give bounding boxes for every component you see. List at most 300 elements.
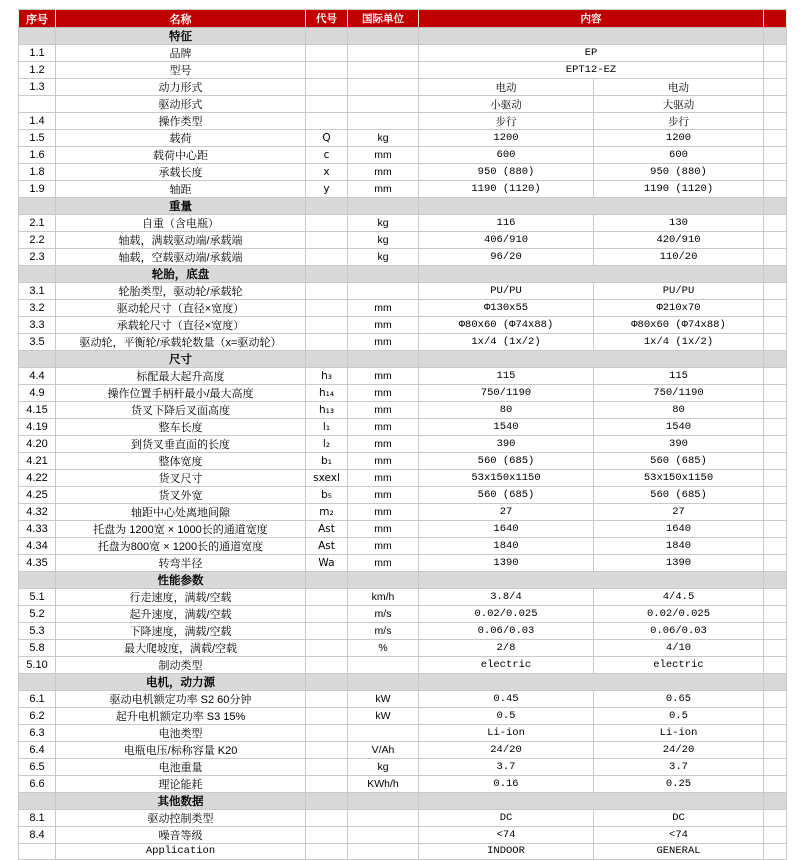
- spec-name-cell: 自重（含电瓶）: [56, 215, 306, 232]
- section-title: 性能参数: [56, 572, 306, 589]
- spec-code-cell: [306, 708, 348, 725]
- section-empty-cell: [764, 674, 787, 691]
- spec-unit-cell: mm: [348, 436, 419, 453]
- spec-unit-cell: kg: [348, 759, 419, 776]
- spec-row: [19, 453, 787, 470]
- spec-value-cell-1: 24/20: [419, 742, 594, 759]
- filler-cell: [764, 215, 787, 232]
- row-no-cell: 4.9: [19, 385, 56, 402]
- filler-cell: [764, 62, 787, 79]
- spec-value-cell-2: 0.02/0.025: [594, 606, 764, 623]
- spec-code-cell: m₂: [306, 504, 348, 521]
- spec-value-merged-cell: EPT12-EZ: [419, 62, 764, 79]
- spec-unit-cell: kg: [348, 130, 419, 147]
- section-empty-cell: [306, 266, 348, 283]
- section-title: 其他数据: [56, 793, 306, 810]
- section-empty-cell: [419, 351, 764, 368]
- spec-value-cell-1: 750/1190: [419, 385, 594, 402]
- spec-value-merged-cell: EP: [419, 45, 764, 62]
- spec-value-cell-1: 1540: [419, 419, 594, 436]
- section-empty-cell: [306, 674, 348, 691]
- spec-unit-cell: [348, 844, 419, 860]
- spec-code-cell: [306, 334, 348, 351]
- spec-name-cell: 转弯半径: [56, 555, 306, 572]
- filler-cell: [764, 810, 787, 827]
- filler-cell: [764, 487, 787, 504]
- spec-unit-cell: [348, 725, 419, 742]
- section-empty-cell: [764, 572, 787, 589]
- spec-row: [19, 317, 787, 334]
- section-empty-cell: [419, 198, 764, 215]
- filler-cell: [764, 521, 787, 538]
- spec-code-cell: [306, 232, 348, 249]
- spec-value-cell-1: 27: [419, 504, 594, 521]
- spec-row: [19, 300, 787, 317]
- section-empty-cell: [348, 198, 419, 215]
- spec-name-cell: 轴载，空载驱动端/承载端: [56, 249, 306, 266]
- spec-code-cell: b₁: [306, 453, 348, 470]
- section-row: [19, 674, 787, 691]
- spec-value-cell-1: 560 (685): [419, 487, 594, 504]
- row-no-cell: 4.20: [19, 436, 56, 453]
- spec-unit-cell: kg: [348, 249, 419, 266]
- filler-cell: [764, 130, 787, 147]
- spec-code-cell: Q: [306, 130, 348, 147]
- spec-unit-cell: mm: [348, 300, 419, 317]
- spec-name-cell: 整车长度: [56, 419, 306, 436]
- spec-name-cell: 驱动控制类型: [56, 810, 306, 827]
- spec-table-body: [19, 28, 787, 860]
- spec-value-cell-1: Φ80x60 (Φ74x88): [419, 317, 594, 334]
- spec-value-cell-2: 大驱动: [594, 96, 764, 113]
- spec-row: [19, 368, 787, 385]
- spec-code-cell: [306, 317, 348, 334]
- section-row: [19, 793, 787, 810]
- row-no-cell: 4.32: [19, 504, 56, 521]
- spec-code-cell: x: [306, 164, 348, 181]
- spec-row: [19, 385, 787, 402]
- header-col-extra: [764, 10, 787, 28]
- filler-cell: [764, 606, 787, 623]
- section-empty-cell: [764, 351, 787, 368]
- filler-cell: [764, 79, 787, 96]
- spec-unit-cell: %: [348, 640, 419, 657]
- row-no-cell: 4.4: [19, 368, 56, 385]
- spec-row: [19, 555, 787, 572]
- spec-value-cell-2: 950 (880): [594, 164, 764, 181]
- spec-name-cell: 轮胎类型，驱动轮/承载轮: [56, 283, 306, 300]
- section-row: [19, 351, 787, 368]
- spec-name-cell: 驱动轮，平衡轮/承载轮数量（x=驱动轮）: [56, 334, 306, 351]
- spec-unit-cell: [348, 810, 419, 827]
- filler-cell: [764, 96, 787, 113]
- spec-name-cell: 载荷中心距: [56, 147, 306, 164]
- spec-name-cell: 操作位置手柄杆最小/最大高度: [56, 385, 306, 402]
- spec-row: [19, 470, 787, 487]
- spec-code-cell: [306, 742, 348, 759]
- spec-value-cell-1: 3.8/4: [419, 589, 594, 606]
- spec-value-cell-1: 步行: [419, 113, 594, 130]
- section-empty-cell: [764, 198, 787, 215]
- spec-value-cell-2: 390: [594, 436, 764, 453]
- spec-value-cell-2: 600: [594, 147, 764, 164]
- spec-unit-cell: mm: [348, 402, 419, 419]
- row-no-cell: 1.5: [19, 130, 56, 147]
- spec-row: [19, 232, 787, 249]
- spec-code-cell: [306, 79, 348, 96]
- section-title: 尺寸: [56, 351, 306, 368]
- filler-cell: [764, 368, 787, 385]
- spec-unit-cell: [348, 827, 419, 844]
- section-title: 重量: [56, 198, 306, 215]
- spec-value-cell-2: 53x150x1150: [594, 470, 764, 487]
- filler-cell: [764, 623, 787, 640]
- spec-name-cell: 货叉尺寸: [56, 470, 306, 487]
- spec-code-cell: [306, 249, 348, 266]
- section-empty-cell: [419, 266, 764, 283]
- spec-name-cell: 起升速度，满载/空载: [56, 606, 306, 623]
- spec-name-cell: 轴载，满载驱动端/承载端: [56, 232, 306, 249]
- filler-cell: [764, 164, 787, 181]
- spec-value-cell-2: 0.25: [594, 776, 764, 793]
- spec-row: [19, 589, 787, 606]
- spec-value-cell-1: 0.16: [419, 776, 594, 793]
- spec-row: [19, 810, 787, 827]
- spec-name-cell: 驱动形式: [56, 96, 306, 113]
- spec-unit-cell: mm: [348, 164, 419, 181]
- row-no-cell: 8.1: [19, 810, 56, 827]
- row-no-cell: 3.3: [19, 317, 56, 334]
- section-empty-cell: [306, 793, 348, 810]
- spec-name-cell: 操作类型: [56, 113, 306, 130]
- filler-cell: [764, 640, 787, 657]
- spec-name-cell: 到货叉垂直面的长度: [56, 436, 306, 453]
- spec-unit-cell: mm: [348, 385, 419, 402]
- spec-value-cell-2: 1390: [594, 555, 764, 572]
- spec-value-cell-1: 1640: [419, 521, 594, 538]
- header-col-content: 内容: [419, 10, 764, 28]
- row-no-cell: [19, 96, 56, 113]
- spec-value-cell-1: 1390: [419, 555, 594, 572]
- spec-value-cell-1: 1200: [419, 130, 594, 147]
- spec-row: [19, 164, 787, 181]
- spec-value-cell-1: 600: [419, 147, 594, 164]
- spec-code-cell: y: [306, 181, 348, 198]
- section-empty-cell: [348, 674, 419, 691]
- spec-value-cell-2: 560 (685): [594, 453, 764, 470]
- spec-name-cell: 承载轮尺寸（直径×宽度）: [56, 317, 306, 334]
- spec-value-cell-1: 3.7: [419, 759, 594, 776]
- spec-value-cell-1: 0.45: [419, 691, 594, 708]
- spec-row: [19, 844, 787, 860]
- section-no-cell: [19, 28, 56, 45]
- spec-name-cell: Application: [56, 844, 306, 860]
- filler-cell: [764, 742, 787, 759]
- spec-name-cell: 驱动电机额定功率 S2 60分钟: [56, 691, 306, 708]
- spec-code-cell: Wa: [306, 555, 348, 572]
- spec-code-cell: [306, 691, 348, 708]
- row-no-cell: 3.1: [19, 283, 56, 300]
- spec-row: [19, 640, 787, 657]
- spec-name-cell: 噪音等级: [56, 827, 306, 844]
- spec-unit-cell: KWh/h: [348, 776, 419, 793]
- table-header-row: [19, 10, 787, 28]
- section-no-cell: [19, 572, 56, 589]
- filler-cell: [764, 147, 787, 164]
- spec-value-cell-2: 110/20: [594, 249, 764, 266]
- row-no-cell: 6.6: [19, 776, 56, 793]
- spec-row: [19, 487, 787, 504]
- spec-name-cell: 电池类型: [56, 725, 306, 742]
- spec-code-cell: [306, 810, 348, 827]
- spec-code-cell: Ast: [306, 521, 348, 538]
- spec-unit-cell: [348, 62, 419, 79]
- spec-value-cell-2: <74: [594, 827, 764, 844]
- spec-row: [19, 419, 787, 436]
- row-no-cell: 6.1: [19, 691, 56, 708]
- spec-row: [19, 249, 787, 266]
- filler-cell: [764, 453, 787, 470]
- spec-row: [19, 436, 787, 453]
- section-empty-cell: [306, 351, 348, 368]
- spec-value-cell-2: 0.06/0.03: [594, 623, 764, 640]
- spec-row: [19, 708, 787, 725]
- spec-unit-cell: m/s: [348, 606, 419, 623]
- spec-unit-cell: V/Ah: [348, 742, 419, 759]
- spec-value-cell-1: 2/8: [419, 640, 594, 657]
- spec-unit-cell: mm: [348, 317, 419, 334]
- row-no-cell: 3.5: [19, 334, 56, 351]
- spec-name-cell: 电池重量: [56, 759, 306, 776]
- spec-value-cell-2: 0.65: [594, 691, 764, 708]
- filler-cell: [764, 436, 787, 453]
- spec-value-cell-2: 1640: [594, 521, 764, 538]
- spec-code-cell: sxexl: [306, 470, 348, 487]
- section-empty-cell: [348, 266, 419, 283]
- spec-row: [19, 334, 787, 351]
- row-no-cell: [19, 844, 56, 860]
- section-row: [19, 28, 787, 45]
- row-no-cell: 4.21: [19, 453, 56, 470]
- spec-code-cell: [306, 759, 348, 776]
- spec-value-cell-1: 电动: [419, 79, 594, 96]
- section-empty-cell: [419, 793, 764, 810]
- row-no-cell: 4.35: [19, 555, 56, 572]
- spec-value-cell-2: electric: [594, 657, 764, 674]
- section-row: [19, 572, 787, 589]
- row-no-cell: 1.2: [19, 62, 56, 79]
- spec-value-cell-1: PU/PU: [419, 283, 594, 300]
- spec-code-cell: [306, 827, 348, 844]
- spec-unit-cell: [348, 79, 419, 96]
- spec-code-cell: b₅: [306, 487, 348, 504]
- section-empty-cell: [306, 572, 348, 589]
- section-title: 特征: [56, 28, 306, 45]
- filler-cell: [764, 725, 787, 742]
- spec-code-cell: [306, 283, 348, 300]
- spec-row: [19, 130, 787, 147]
- spec-code-cell: Ast: [306, 538, 348, 555]
- spec-name-cell: 行走速度，满载/空载: [56, 589, 306, 606]
- spec-value-cell-1: 1x/4 (1x/2): [419, 334, 594, 351]
- filler-cell: [764, 827, 787, 844]
- filler-cell: [764, 538, 787, 555]
- spec-name-cell: 理论能耗: [56, 776, 306, 793]
- spec-value-cell-1: <74: [419, 827, 594, 844]
- section-empty-cell: [764, 793, 787, 810]
- spec-value-cell-2: DC: [594, 810, 764, 827]
- row-no-cell: 8.4: [19, 827, 56, 844]
- row-no-cell: 1.3: [19, 79, 56, 96]
- spec-row: [19, 147, 787, 164]
- section-empty-cell: [764, 28, 787, 45]
- spec-value-cell-2: 115: [594, 368, 764, 385]
- filler-cell: [764, 249, 787, 266]
- spec-unit-cell: mm: [348, 147, 419, 164]
- filler-cell: [764, 504, 787, 521]
- section-empty-cell: [306, 28, 348, 45]
- spec-value-cell-2: 1540: [594, 419, 764, 436]
- row-no-cell: 5.1: [19, 589, 56, 606]
- spec-value-cell-2: 1840: [594, 538, 764, 555]
- header-col-unit: 国际单位: [348, 10, 419, 28]
- spec-name-cell: 整体宽度: [56, 453, 306, 470]
- header-col-code: 代号: [306, 10, 348, 28]
- filler-cell: [764, 300, 787, 317]
- row-no-cell: 5.8: [19, 640, 56, 657]
- row-no-cell: 4.33: [19, 521, 56, 538]
- section-empty-cell: [306, 198, 348, 215]
- filler-cell: [764, 555, 787, 572]
- filler-cell: [764, 759, 787, 776]
- spec-code-cell: [306, 45, 348, 62]
- spec-table: [18, 9, 787, 860]
- spec-value-cell-1: 96/20: [419, 249, 594, 266]
- filler-cell: [764, 402, 787, 419]
- spec-row: [19, 181, 787, 198]
- row-no-cell: 5.10: [19, 657, 56, 674]
- spec-unit-cell: mm: [348, 419, 419, 436]
- filler-cell: [764, 113, 787, 130]
- spec-value-cell-2: 560 (685): [594, 487, 764, 504]
- spec-row: [19, 402, 787, 419]
- spec-code-cell: h₁₄: [306, 385, 348, 402]
- spec-row: [19, 827, 787, 844]
- filler-cell: [764, 589, 787, 606]
- spec-value-cell-1: 0.02/0.025: [419, 606, 594, 623]
- spec-code-cell: [306, 113, 348, 130]
- spec-unit-cell: mm: [348, 538, 419, 555]
- row-no-cell: 4.25: [19, 487, 56, 504]
- filler-cell: [764, 385, 787, 402]
- spec-value-cell-2: 步行: [594, 113, 764, 130]
- spec-value-cell-2: 420/910: [594, 232, 764, 249]
- spec-unit-cell: [348, 96, 419, 113]
- spec-row: [19, 113, 787, 130]
- row-no-cell: 2.2: [19, 232, 56, 249]
- spec-value-cell-2: 130: [594, 215, 764, 232]
- filler-cell: [764, 776, 787, 793]
- header-col-name: 名称: [56, 10, 306, 28]
- spec-unit-cell: mm: [348, 453, 419, 470]
- spec-code-cell: [306, 96, 348, 113]
- spec-value-cell-1: 53x150x1150: [419, 470, 594, 487]
- header-col-no: 序号: [19, 10, 56, 28]
- spec-code-cell: [306, 623, 348, 640]
- spec-code-cell: [306, 606, 348, 623]
- spec-value-cell-1: 950 (880): [419, 164, 594, 181]
- spec-name-cell: 品牌: [56, 45, 306, 62]
- spec-name-cell: 轴距: [56, 181, 306, 198]
- row-no-cell: 1.6: [19, 147, 56, 164]
- spec-value-cell-1: 1840: [419, 538, 594, 555]
- section-empty-cell: [348, 28, 419, 45]
- spec-unit-cell: mm: [348, 521, 419, 538]
- spec-value-cell-1: DC: [419, 810, 594, 827]
- spec-value-cell-1: Li-ion: [419, 725, 594, 742]
- filler-cell: [764, 334, 787, 351]
- row-no-cell: 2.1: [19, 215, 56, 232]
- spec-name-cell: 托盘为 1200宽 × 1000长的通道宽度: [56, 521, 306, 538]
- spec-name-cell: 最大爬坡度，满载/空载: [56, 640, 306, 657]
- spec-unit-cell: m/s: [348, 623, 419, 640]
- spec-unit-cell: mm: [348, 368, 419, 385]
- spec-unit-cell: [348, 657, 419, 674]
- spec-value-cell-2: 27: [594, 504, 764, 521]
- spec-row: [19, 62, 787, 79]
- spec-code-cell: [306, 844, 348, 860]
- spec-unit-cell: mm: [348, 504, 419, 521]
- section-empty-cell: [419, 572, 764, 589]
- spec-value-cell-2: 0.5: [594, 708, 764, 725]
- spec-value-cell-1: 115: [419, 368, 594, 385]
- spec-row: [19, 79, 787, 96]
- spec-name-cell: 制动类型: [56, 657, 306, 674]
- spec-row: [19, 215, 787, 232]
- spec-unit-cell: [348, 45, 419, 62]
- spec-unit-cell: kg: [348, 215, 419, 232]
- row-no-cell: 1.1: [19, 45, 56, 62]
- spec-row: [19, 623, 787, 640]
- spec-unit-cell: [348, 283, 419, 300]
- spec-value-cell-1: Φ130x55: [419, 300, 594, 317]
- spec-value-cell-2: 电动: [594, 79, 764, 96]
- spec-row: [19, 742, 787, 759]
- spec-value-cell-1: 0.5: [419, 708, 594, 725]
- spec-value-cell-2: 80: [594, 402, 764, 419]
- spec-code-cell: [306, 589, 348, 606]
- spec-name-cell: 承载长度: [56, 164, 306, 181]
- section-empty-cell: [348, 572, 419, 589]
- spec-unit-cell: mm: [348, 555, 419, 572]
- row-no-cell: 4.34: [19, 538, 56, 555]
- spec-value-cell-2: 1200: [594, 130, 764, 147]
- filler-cell: [764, 317, 787, 334]
- section-no-cell: [19, 198, 56, 215]
- row-no-cell: 4.15: [19, 402, 56, 419]
- spec-value-cell-1: 406/910: [419, 232, 594, 249]
- spec-value-cell-2: PU/PU: [594, 283, 764, 300]
- spec-code-cell: h₃: [306, 368, 348, 385]
- spec-value-cell-2: Φ210x70: [594, 300, 764, 317]
- spec-name-cell: 托盘为800宽 × 1200长的通道宽度: [56, 538, 306, 555]
- spec-row: [19, 691, 787, 708]
- spec-code-cell: [306, 215, 348, 232]
- spec-unit-cell: [348, 113, 419, 130]
- spec-value-cell-2: 24/20: [594, 742, 764, 759]
- spec-name-cell: 驱动轮尺寸（直径×宽度）: [56, 300, 306, 317]
- spec-row: [19, 725, 787, 742]
